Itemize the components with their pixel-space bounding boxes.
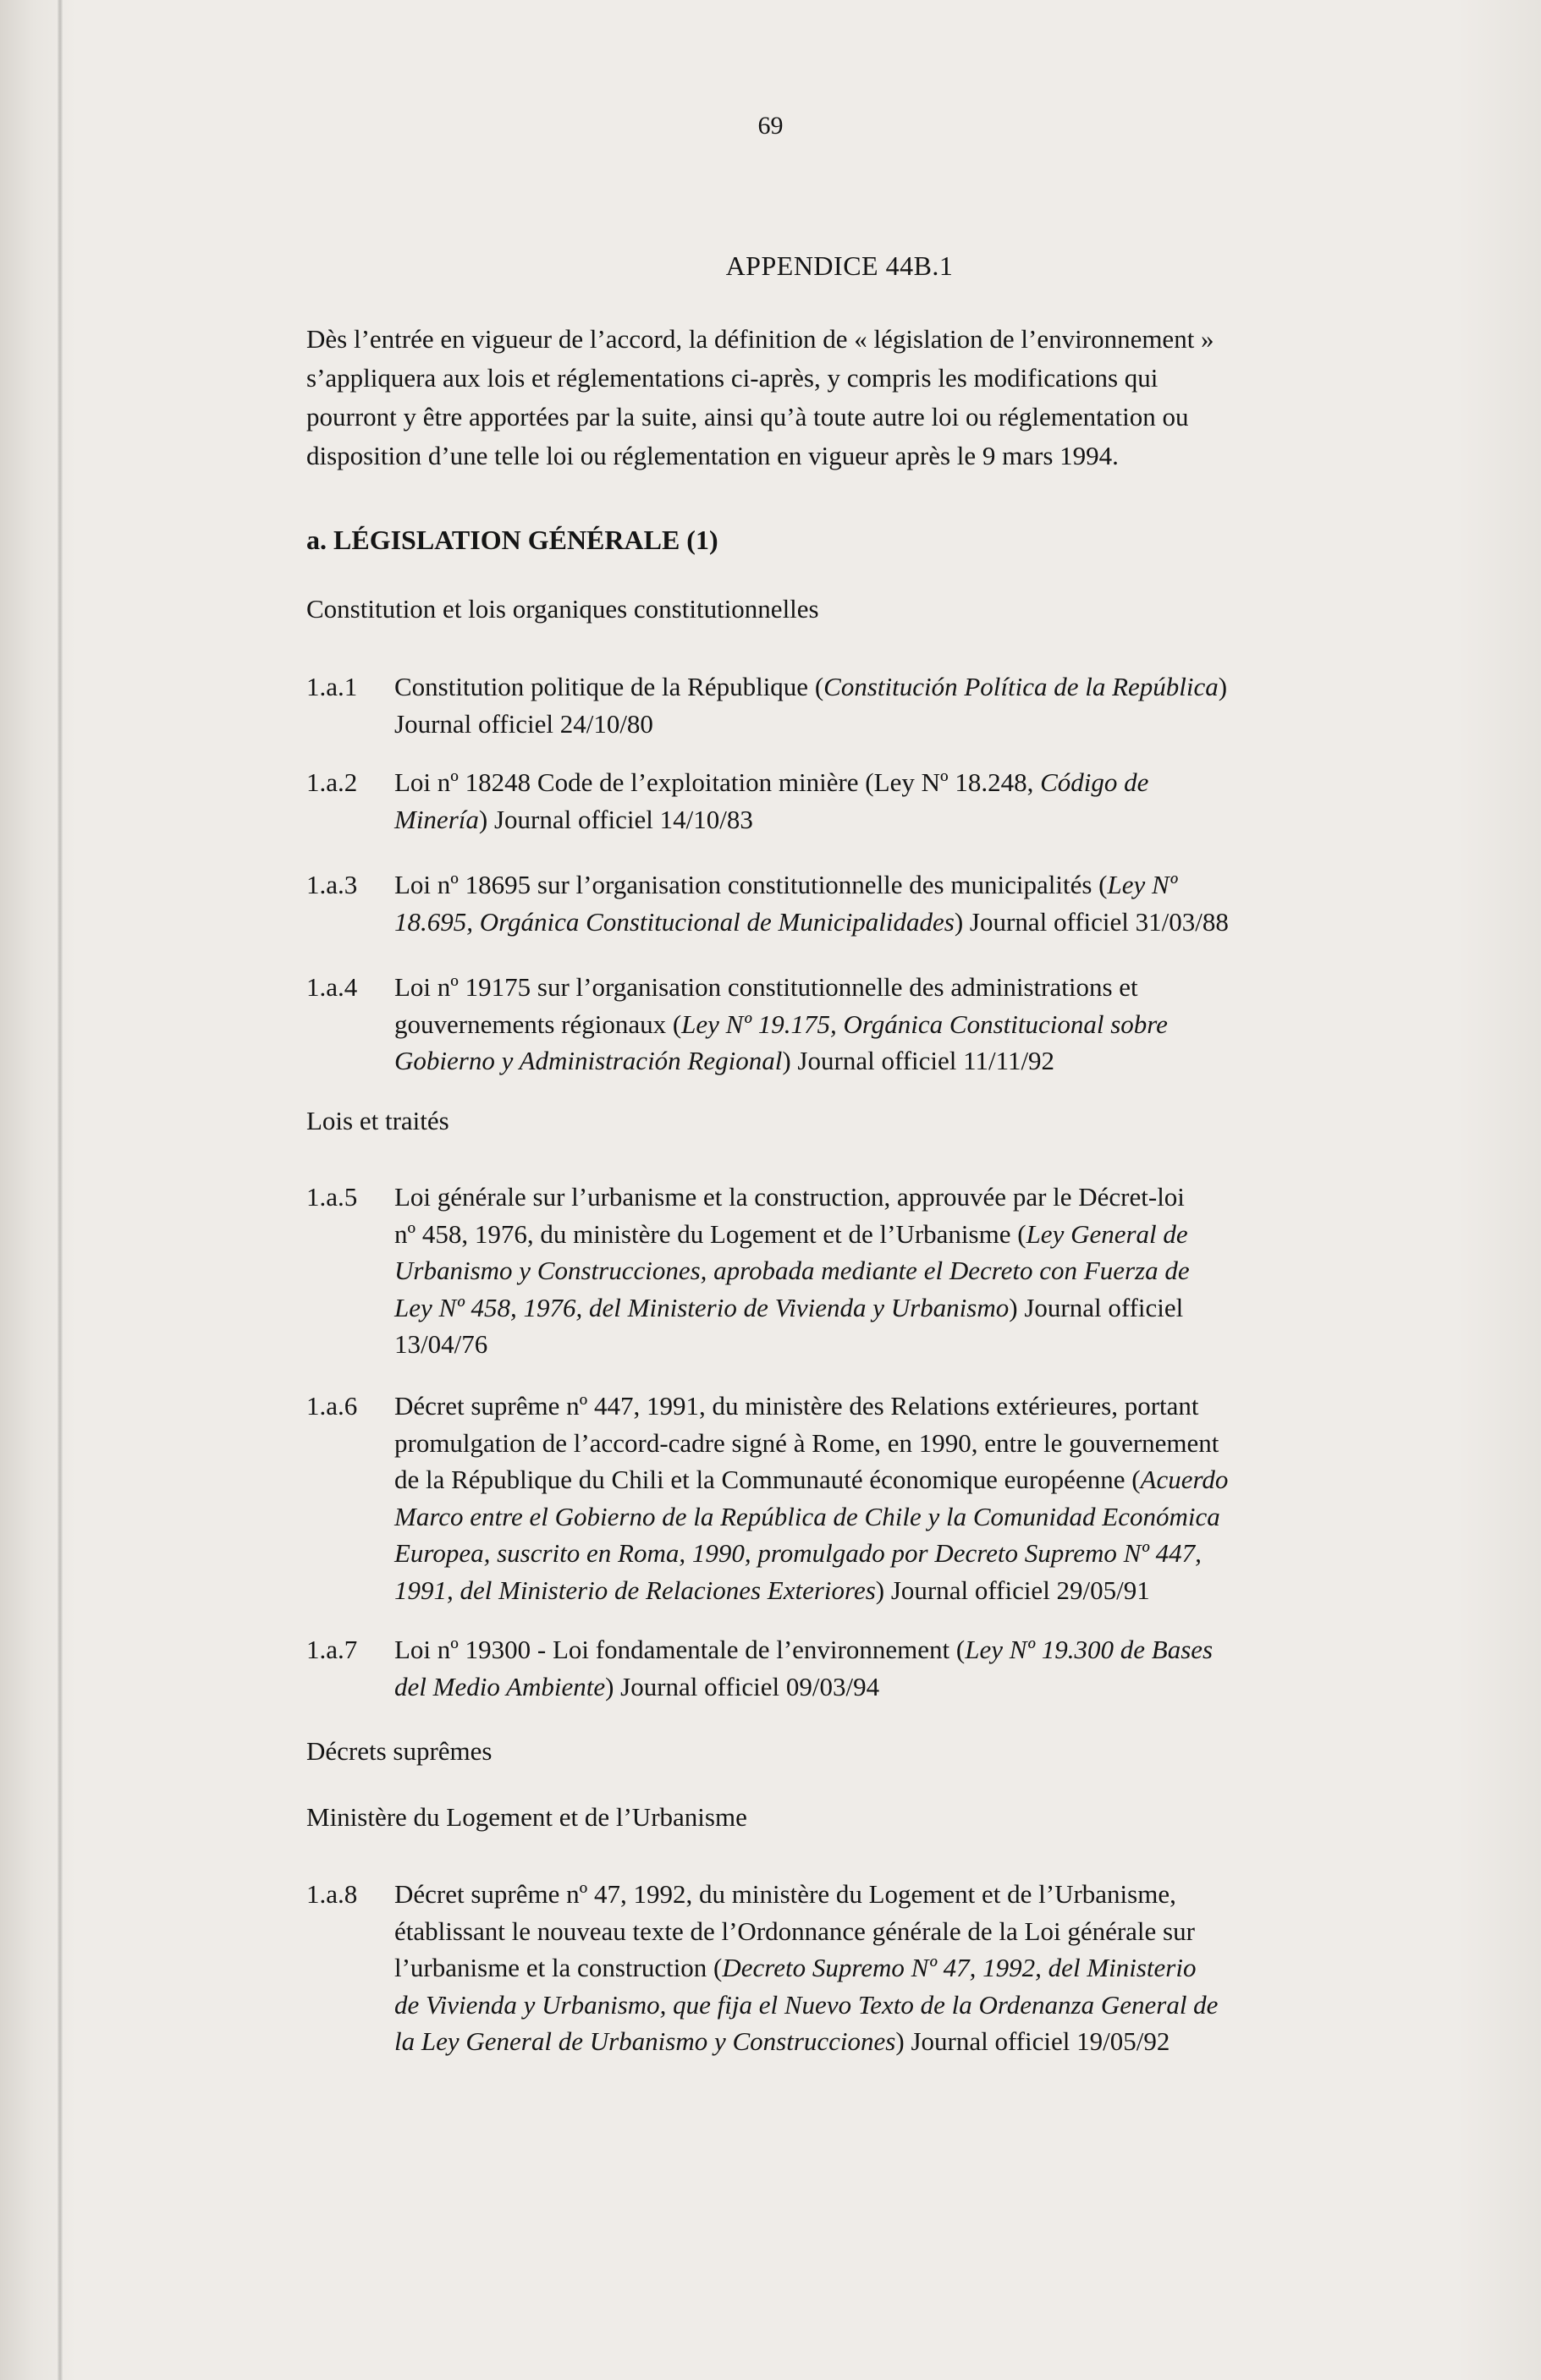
subhead-ministere: Ministère du Logement et de l’Urbanisme bbox=[306, 1802, 747, 1832]
entry-text bbox=[394, 1876, 1368, 2060]
entry-line bbox=[394, 1876, 1368, 1913]
section-title: a. LÉGISLATION GÉNÉRALE (1) bbox=[306, 525, 718, 555]
entry-italic-run: del Medio Ambiente bbox=[394, 1671, 606, 1701]
entry-number: 1.a.5 bbox=[306, 1182, 358, 1212]
entry-text bbox=[394, 1631, 1368, 1705]
entry-italic-run: 1991, del Ministerio de Relaciones Exteriores bbox=[394, 1575, 876, 1605]
entry-line bbox=[394, 668, 1368, 706]
entry-italic-run: de Vivienda y Urbanismo, que fija el Nuevo Texto de la Ordenanza General de bbox=[394, 1989, 1219, 2020]
entry-italic-run: 18.695, Orgánica Constitucional de Municipalidades bbox=[394, 906, 955, 937]
entry-number: 1.a.1 bbox=[306, 672, 358, 701]
entry-run: établissant le nouveau texte de l’Ordonnance générale de la Loi générale sur bbox=[394, 1916, 1195, 1946]
entry-italic-run: Gobierno y Administración Regional bbox=[394, 1046, 783, 1075]
entry-line bbox=[394, 1252, 1368, 1289]
entry-number: 1.a.3 bbox=[306, 870, 358, 899]
entry-line bbox=[394, 1987, 1368, 2024]
entry-italic-run: Ley General de bbox=[1026, 1218, 1188, 1249]
entry-run: Loi générale sur l’urbanisme et la construction, approuvée par le Décret-loi bbox=[394, 1182, 1185, 1212]
entry-run: Loi nº 18695 sur l’organisation constitutionnelle des municipalités ( bbox=[394, 870, 1108, 899]
entry-run: ) Journal officiel bbox=[1009, 1292, 1184, 1322]
appendix-heading: APPENDICE 44B.1 bbox=[725, 250, 954, 281]
entry-run: Loi nº 18248 Code de l’exploitation minière (Ley Nº 18.248, bbox=[394, 767, 1041, 797]
entry-line bbox=[394, 866, 1368, 904]
entry-run: ) Journal officiel 19/05/92 bbox=[895, 2026, 1170, 2056]
entry-run: ) bbox=[1218, 672, 1228, 701]
entry-line bbox=[394, 1913, 1368, 1950]
entry-run: l’urbanisme et la construction ( bbox=[394, 1953, 723, 1982]
entry-run: gouvernements régionaux ( bbox=[394, 1009, 682, 1039]
entry-run: nº 458, 1976, du ministère du Logement et de l’Urbanisme ( bbox=[394, 1218, 1026, 1249]
entry-run: ) Journal officiel 31/03/88 bbox=[954, 906, 1229, 937]
entry-line bbox=[394, 1289, 1368, 1327]
entry-text bbox=[394, 668, 1368, 742]
entry-number: 1.a.4 bbox=[306, 972, 358, 1002]
entry-run: ) Journal officiel 11/11/92 bbox=[782, 1046, 1055, 1075]
entry-number: 1.a.8 bbox=[306, 1879, 358, 1909]
entry-italic-run: Europea, suscrito en Roma, 1990, promulgado por Decreto Supremo Nº 447, bbox=[394, 1538, 1202, 1568]
entry-run: ) Journal officiel 09/03/94 bbox=[605, 1671, 880, 1701]
entry-run: Journal officiel 24/10/80 bbox=[394, 708, 653, 739]
subhead-constitution: Constitution et lois organiques constitutionnelles bbox=[306, 594, 819, 624]
entry-line bbox=[394, 969, 1368, 1006]
entry-run: de la République du Chili et la Communauté économique européenne ( bbox=[394, 1465, 1141, 1494]
entry-italic-run: Decreto Supremo Nº 47, 1992, del Ministerio bbox=[722, 1953, 1197, 1982]
entry-text bbox=[394, 764, 1368, 838]
entry-line bbox=[394, 1461, 1368, 1498]
entry-number: 1.a.6 bbox=[306, 1391, 358, 1421]
entry-line bbox=[394, 1425, 1368, 1462]
entry-line bbox=[394, 1949, 1368, 1987]
subhead-lois-traites: Lois et traités bbox=[306, 1106, 449, 1135]
entry-line bbox=[394, 706, 1368, 743]
entry-italic-run: Minería bbox=[394, 804, 479, 834]
entry-line bbox=[394, 1498, 1368, 1536]
entry-line bbox=[394, 904, 1368, 941]
intro-line: s’appliquera aux lois et réglementations ci-après, y compris les modifications qui bbox=[306, 363, 1159, 393]
entry-line bbox=[394, 1668, 1368, 1706]
page-number: 69 bbox=[757, 112, 784, 140]
entry-italic-run: Ley Nº 458, 1976, del Ministerio de Vivienda y Urbanismo bbox=[394, 1292, 1010, 1322]
intro-line: Dès l’entrée en vigueur de l’accord, la définition de « législation de l’environnement » bbox=[306, 324, 1214, 354]
entry-line bbox=[394, 764, 1368, 801]
entry-italic-run: Constitución Política de la República bbox=[823, 672, 1219, 701]
entry-run: promulgation de l’accord-cadre signé à Rome, en 1990, entre le gouvernement bbox=[394, 1427, 1219, 1458]
entry-number: 1.a.2 bbox=[306, 767, 358, 797]
intro-line: pourront y être apportées par la suite, ainsi qu’à toute autre loi ou réglementation ou bbox=[306, 402, 1189, 431]
binding-shadow bbox=[58, 0, 63, 2380]
entry-line bbox=[394, 1631, 1368, 1668]
entry-text bbox=[394, 1179, 1368, 1363]
entry-run: Loi nº 19175 sur l’organisation constitutionnelle des administrations et bbox=[394, 972, 1138, 1002]
entry-line bbox=[394, 1535, 1368, 1572]
entry-italic-run: Ley Nº 19.175, Orgánica Constitucional sobre bbox=[681, 1009, 1168, 1039]
intro-paragraph bbox=[306, 320, 1373, 475]
entry-italic-run: Ley Nº bbox=[1107, 870, 1178, 899]
entry-text bbox=[394, 1388, 1368, 1608]
entry-line bbox=[394, 1326, 1368, 1363]
entry-run: 13/04/76 bbox=[394, 1329, 488, 1359]
subhead-decrets: Décrets suprêmes bbox=[306, 1736, 493, 1766]
entry-italic-run: Urbanismo y Construcciones, aprobada mediante el Decreto con Fuerza de bbox=[394, 1256, 1190, 1285]
entry-italic-run: Ley Nº 19.300 de Bases bbox=[965, 1635, 1214, 1664]
entry-run: ) Journal officiel 29/05/91 bbox=[875, 1575, 1150, 1605]
entry-italic-run: Acuerdo bbox=[1140, 1465, 1229, 1494]
entry-line bbox=[394, 2023, 1368, 2060]
entry-run: Décret suprême nº 447, 1991, du ministère des Relations extérieures, portant bbox=[394, 1391, 1199, 1421]
entry-number: 1.a.7 bbox=[306, 1635, 358, 1664]
entry-line bbox=[394, 1006, 1368, 1043]
entry-text bbox=[394, 969, 1368, 1080]
entry-italic-run: la Ley General de Urbanismo y Construcciones bbox=[394, 2026, 896, 2056]
entry-line bbox=[394, 1042, 1368, 1080]
entry-line bbox=[394, 801, 1368, 838]
entry-run: Constitution politique de la République ( bbox=[394, 672, 824, 701]
entry-italic-run: Código de bbox=[1040, 767, 1149, 797]
entry-line bbox=[394, 1216, 1368, 1253]
entry-run: Loi nº 19300 - Loi fondamentale de l’environnement ( bbox=[394, 1635, 966, 1664]
intro-line: disposition d’une telle loi ou réglementation en vigueur après le 9 mars 1994. bbox=[306, 441, 1119, 470]
entry-line bbox=[394, 1179, 1368, 1216]
entry-text bbox=[394, 866, 1368, 940]
entry-run: Décret suprême nº 47, 1992, du ministère du Logement et de l’Urbanisme, bbox=[394, 1879, 1176, 1909]
entry-italic-run: Marco entre el Gobierno de la República de Chile y la Comunidad Económica bbox=[394, 1501, 1220, 1531]
entry-line bbox=[394, 1572, 1368, 1609]
entry-line bbox=[394, 1388, 1368, 1425]
entry-run: ) Journal officiel 14/10/83 bbox=[478, 804, 753, 834]
